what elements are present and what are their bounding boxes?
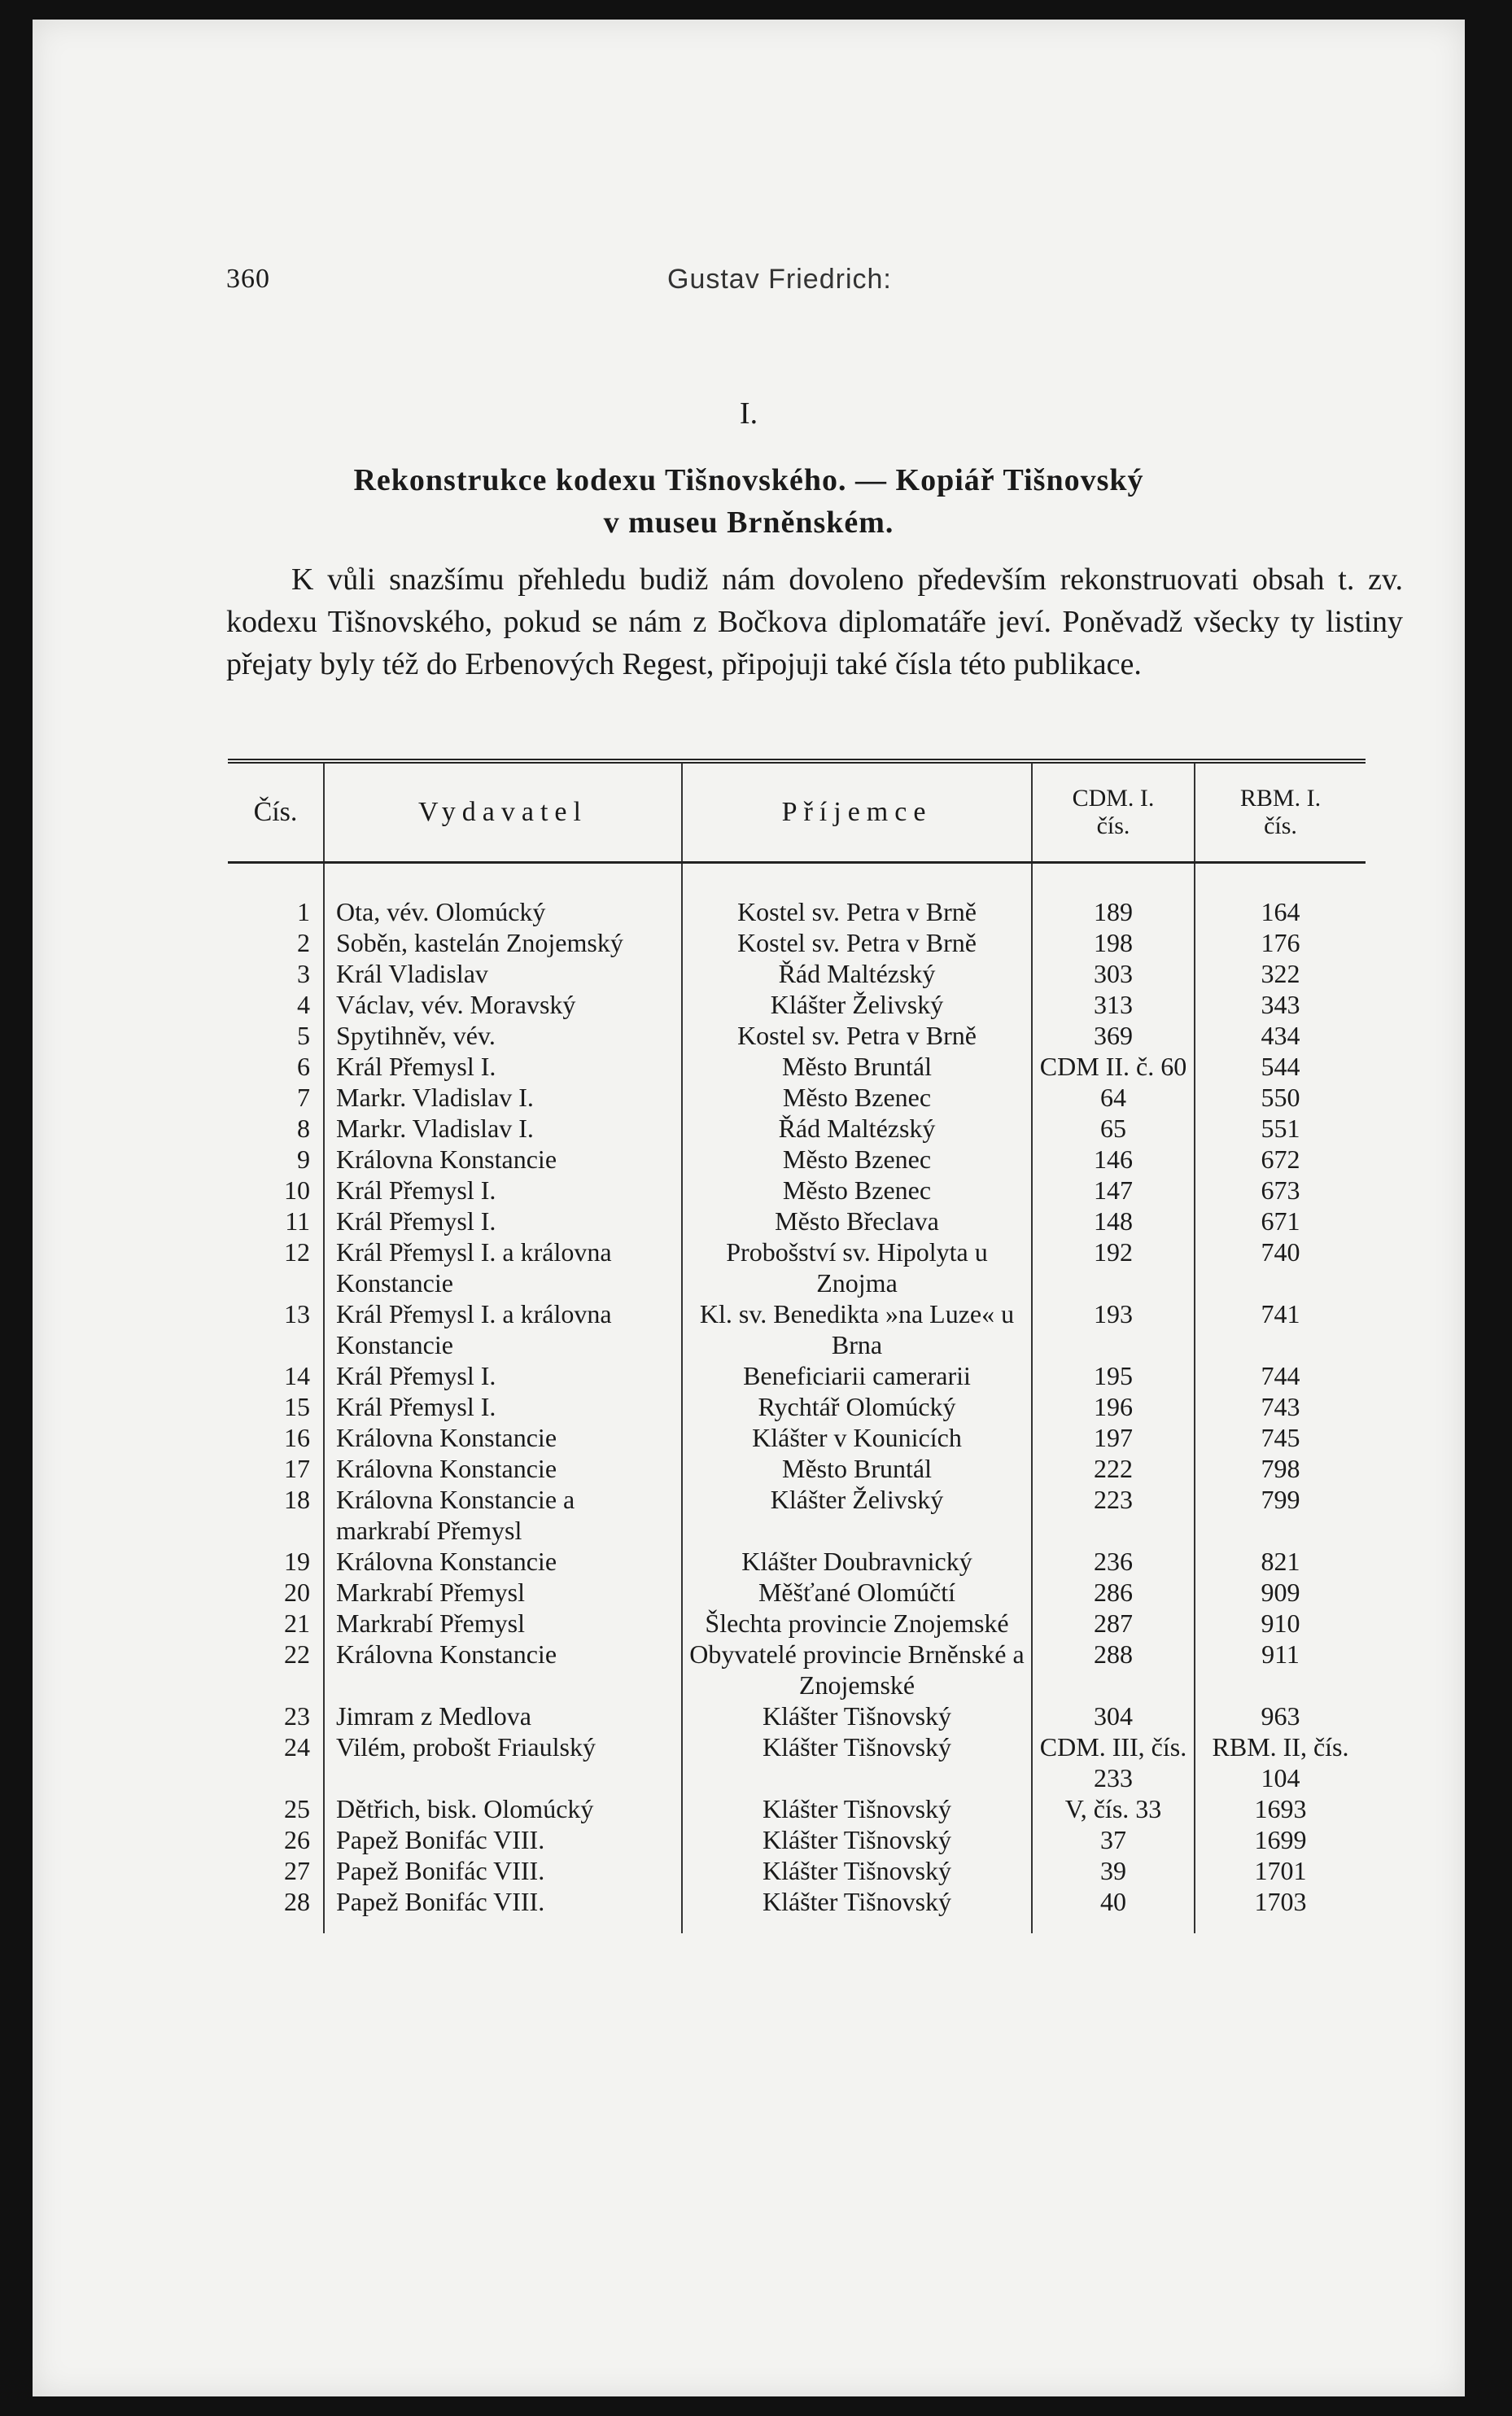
row-cdm: 223 <box>1032 1484 1195 1546</box>
row-rbm: 1703 <box>1195 1886 1366 1933</box>
row-rbm: 671 <box>1195 1206 1366 1236</box>
row-rbm: 741 <box>1195 1298 1366 1360</box>
row-rbm: 1693 <box>1195 1793 1366 1824</box>
row-rbm: 544 <box>1195 1051 1366 1082</box>
table-row <box>228 1608 1366 1639</box>
row-issuer: Spytihněv, vév. <box>324 1020 682 1051</box>
row-cdm: V, čís. 33 <box>1032 1793 1195 1824</box>
row-number: 27 <box>284 1856 310 1885</box>
row-recipient: Město Bzenec <box>682 1082 1032 1113</box>
row-cdm: 146 <box>1032 1144 1195 1175</box>
row-recipient: Město Bruntál <box>682 1051 1032 1082</box>
row-rbm: 551 <box>1195 1113 1366 1144</box>
running-header <box>33 264 1465 304</box>
header-recipient: Příjemce <box>682 761 1032 863</box>
row-cdm: 189 <box>1032 896 1195 927</box>
row-cdm: 65 <box>1032 1113 1195 1144</box>
row-issuer: Královna Konstancie <box>324 1422 682 1453</box>
row-issuer: Král Vladislav <box>324 958 682 989</box>
row-rbm: 799 <box>1195 1484 1366 1546</box>
row-recipient: Město Břeclava <box>682 1206 1032 1236</box>
row-cdm: 222 <box>1032 1453 1195 1484</box>
row-cdm: 198 <box>1032 927 1195 958</box>
row-rbm: 821 <box>1195 1546 1366 1577</box>
table-row <box>228 958 1366 989</box>
row-recipient: Klášter Želivský <box>682 989 1032 1020</box>
header-cdm-line1: CDM. I. <box>1072 785 1155 812</box>
row-number: 8 <box>297 1114 310 1143</box>
row-number: 7 <box>297 1083 310 1112</box>
row-recipient: Klášter Tišnovský <box>682 1855 1032 1886</box>
table-row <box>228 1886 1366 1933</box>
row-cdm: 288 <box>1032 1639 1195 1700</box>
row-issuer: Král Přemysl I. <box>324 1360 682 1391</box>
row-issuer: Královna Konstancie <box>324 1639 682 1700</box>
row-rbm: 909 <box>1195 1577 1366 1608</box>
page-number: 360 <box>226 264 270 294</box>
row-rbm: 1701 <box>1195 1855 1366 1886</box>
row-rbm: 745 <box>1195 1422 1366 1453</box>
row-number: 2 <box>297 928 310 957</box>
row-number: 20 <box>284 1578 310 1607</box>
row-cdm: CDM. III, čís. 233 <box>1032 1731 1195 1793</box>
table-row <box>228 1144 1366 1175</box>
row-number: 25 <box>284 1794 310 1823</box>
row-issuer: Král Přemysl I. <box>324 1175 682 1206</box>
row-issuer: Královna Konstancie a markrabí Přemysl <box>324 1484 682 1546</box>
row-cdm: 40 <box>1032 1886 1195 1933</box>
row-cdm: 196 <box>1032 1391 1195 1422</box>
table-row <box>228 1453 1366 1484</box>
row-cdm: 147 <box>1032 1175 1195 1206</box>
row-cdm: 39 <box>1032 1855 1195 1886</box>
table-row <box>228 1175 1366 1206</box>
row-recipient: Město Bzenec <box>682 1144 1032 1175</box>
table-row <box>228 1639 1366 1700</box>
header-rbm <box>1195 761 1366 863</box>
row-recipient: Rychtář Olomúcký <box>682 1391 1032 1422</box>
row-rbm: 176 <box>1195 927 1366 958</box>
row-cdm: 197 <box>1032 1422 1195 1453</box>
section-title-line-1: Rekonstrukce kodexu Tišnovského. — Kopiář Tišnovský <box>353 463 1144 497</box>
table-header-row <box>228 761 1366 863</box>
row-recipient: Šlechta provincie Znojemské <box>682 1608 1032 1639</box>
row-issuer: Dětřich, bisk. Olomúcký <box>324 1793 682 1824</box>
section-title <box>163 459 1335 544</box>
row-recipient: Klášter v Kounicích <box>682 1422 1032 1453</box>
row-recipient: Klášter Doubravnický <box>682 1546 1032 1577</box>
table-row <box>228 1391 1366 1422</box>
table-row <box>228 1113 1366 1144</box>
row-recipient: Kl. sv. Benedikta »na Luze« u Brna <box>682 1298 1032 1360</box>
row-rbm: 910 <box>1195 1608 1366 1639</box>
table-row <box>228 1824 1366 1855</box>
row-rbm: 963 <box>1195 1700 1366 1731</box>
row-issuer: Jimram z Medlova <box>324 1700 682 1731</box>
row-number: 5 <box>297 1021 310 1050</box>
header-rbm-line1: RBM. I. <box>1239 785 1322 812</box>
row-recipient: Řád Maltézský <box>682 1113 1032 1144</box>
row-number: 12 <box>284 1237 310 1267</box>
table-row <box>228 1731 1366 1793</box>
row-recipient: Klášter Tišnovský <box>682 1700 1032 1731</box>
row-rbm: 164 <box>1195 896 1366 927</box>
row-recipient: Probošství sv. Hipolyta u Znojma <box>682 1236 1032 1298</box>
section-number: I. <box>739 396 758 431</box>
row-number: 19 <box>284 1547 310 1576</box>
table-row <box>228 927 1366 958</box>
intro-text: K vůli snazšímu přehledu budiž nám dovoleno především rekonstruovati obsah t. zv. kodexu Tišnovského, pokud se nám z Bočkova diplomatáře jeví. Poněvadž všecky ty listiny přejaty byly též do Erbenových Regest, připojuji také čísla této publikace. <box>226 562 1403 681</box>
row-number: 28 <box>284 1887 310 1916</box>
row-rbm: 1699 <box>1195 1824 1366 1855</box>
row-cdm: 313 <box>1032 989 1195 1020</box>
row-cdm: 236 <box>1032 1546 1195 1577</box>
row-recipient: Beneficiarii camerarii <box>682 1360 1032 1391</box>
row-rbm: 322 <box>1195 958 1366 989</box>
row-recipient: Kostel sv. Petra v Brně <box>682 896 1032 927</box>
row-number: 9 <box>297 1145 310 1174</box>
row-number: 10 <box>284 1175 310 1205</box>
running-title: Gustav Friedrich: <box>667 264 892 295</box>
intro-paragraph <box>226 558 1403 685</box>
row-number: 4 <box>297 990 310 1019</box>
row-cdm: 64 <box>1032 1082 1195 1113</box>
row-number: 17 <box>284 1454 310 1483</box>
table-row <box>228 989 1366 1020</box>
row-cdm: 192 <box>1032 1236 1195 1298</box>
table-row <box>228 1051 1366 1082</box>
row-rbm: 550 <box>1195 1082 1366 1113</box>
row-issuer: Ota, vév. Olomúcký <box>324 896 682 927</box>
row-issuer: Papež Bonifác VIII. <box>324 1855 682 1886</box>
row-rbm: 744 <box>1195 1360 1366 1391</box>
row-recipient: Město Bruntál <box>682 1453 1032 1484</box>
row-number: 13 <box>284 1299 310 1328</box>
header-rbm-line2: čís. <box>1264 812 1297 839</box>
row-issuer: Král Přemysl I. <box>324 1051 682 1082</box>
table-row <box>228 1298 1366 1360</box>
row-issuer: Markr. Vladislav I. <box>324 1082 682 1113</box>
row-issuer: Papež Bonifác VIII. <box>324 1886 682 1933</box>
table-row <box>228 1546 1366 1577</box>
header-cdm-line2: čís. <box>1096 812 1130 839</box>
row-issuer: Královna Konstancie <box>324 1546 682 1577</box>
row-cdm: 303 <box>1032 958 1195 989</box>
row-rbm: 673 <box>1195 1175 1366 1206</box>
row-issuer: Královna Konstancie <box>324 1453 682 1484</box>
table-row <box>228 1082 1366 1113</box>
row-rbm: 743 <box>1195 1391 1366 1422</box>
row-number: 3 <box>297 959 310 988</box>
row-issuer: Soběn, kastelán Znojemský <box>324 927 682 958</box>
table-row <box>228 896 1366 927</box>
row-issuer: Král Přemysl I. a královna Konstancie <box>324 1236 682 1298</box>
row-number: 23 <box>284 1701 310 1731</box>
row-issuer: Královna Konstancie <box>324 1144 682 1175</box>
row-recipient: Klášter Želivský <box>682 1484 1032 1546</box>
row-issuer: Markr. Vladislav I. <box>324 1113 682 1144</box>
table-row <box>228 1700 1366 1731</box>
row-issuer: Král Přemysl I. <box>324 1391 682 1422</box>
row-cdm: 148 <box>1032 1206 1195 1236</box>
row-recipient: Měšťané Olomúčtí <box>682 1577 1032 1608</box>
row-rbm: 740 <box>1195 1236 1366 1298</box>
table-row <box>228 1360 1366 1391</box>
row-cdm: 286 <box>1032 1577 1195 1608</box>
header-number: Čís. <box>228 761 324 863</box>
table-row <box>228 1577 1366 1608</box>
table-row <box>228 1793 1366 1824</box>
row-number: 24 <box>284 1732 310 1762</box>
row-issuer: Václav, vév. Moravský <box>324 989 682 1020</box>
table-row <box>228 1206 1366 1236</box>
row-recipient: Město Bzenec <box>682 1175 1032 1206</box>
header-spacer-row <box>228 863 1366 897</box>
row-recipient: Klášter Tišnovský <box>682 1886 1032 1933</box>
row-rbm: 434 <box>1195 1020 1366 1051</box>
row-recipient: Klášter Tišnovský <box>682 1793 1032 1824</box>
table-row <box>228 1236 1366 1298</box>
row-recipient: Kostel sv. Petra v Brně <box>682 1020 1032 1051</box>
row-rbm: 672 <box>1195 1144 1366 1175</box>
header-issuer: Vydavatel <box>324 761 682 863</box>
row-issuer: Král Přemysl I. a královna Konstancie <box>324 1298 682 1360</box>
row-issuer: Markrabí Přemysl <box>324 1608 682 1639</box>
row-cdm: 287 <box>1032 1608 1195 1639</box>
header-cdm <box>1032 761 1195 863</box>
table-body <box>228 863 1366 1934</box>
row-cdm: 369 <box>1032 1020 1195 1051</box>
row-issuer: Král Přemysl I. <box>324 1206 682 1236</box>
row-number: 1 <box>297 897 310 926</box>
row-recipient: Řád Maltézský <box>682 958 1032 989</box>
row-issuer: Markrabí Přemysl <box>324 1577 682 1608</box>
row-recipient: Klášter Tišnovský <box>682 1824 1032 1855</box>
row-number: 6 <box>297 1052 310 1081</box>
row-cdm: 37 <box>1032 1824 1195 1855</box>
row-issuer: Vilém, probošt Friaulský <box>324 1731 682 1793</box>
row-number: 26 <box>284 1825 310 1854</box>
row-recipient: Klášter Tišnovský <box>682 1731 1032 1793</box>
row-rbm: 911 <box>1195 1639 1366 1700</box>
row-rbm: 343 <box>1195 989 1366 1020</box>
row-number: 16 <box>284 1423 310 1452</box>
row-cdm: 193 <box>1032 1298 1195 1360</box>
table-row <box>228 1020 1366 1051</box>
row-cdm: CDM II. č. 60 <box>1032 1051 1195 1082</box>
row-rbm: 798 <box>1195 1453 1366 1484</box>
row-number: 21 <box>284 1608 310 1638</box>
table-row <box>228 1855 1366 1886</box>
row-issuer: Papež Bonifác VIII. <box>324 1824 682 1855</box>
table-row <box>228 1422 1366 1453</box>
section-title-line-2: v museu Brněnském. <box>603 506 894 540</box>
table-row <box>228 1484 1366 1546</box>
row-rbm: RBM. II, čís. 104 <box>1195 1731 1366 1793</box>
row-cdm: 304 <box>1032 1700 1195 1731</box>
row-number: 14 <box>284 1361 310 1390</box>
row-number: 22 <box>284 1639 310 1669</box>
row-recipient: Obyvatelé provincie Brněnské a Znojemské <box>682 1639 1032 1700</box>
row-number: 15 <box>284 1392 310 1421</box>
row-cdm: 195 <box>1032 1360 1195 1391</box>
row-recipient: Kostel sv. Petra v Brně <box>682 927 1032 958</box>
row-number: 11 <box>285 1206 310 1236</box>
regest-table <box>228 759 1366 1933</box>
row-number: 18 <box>284 1485 310 1514</box>
